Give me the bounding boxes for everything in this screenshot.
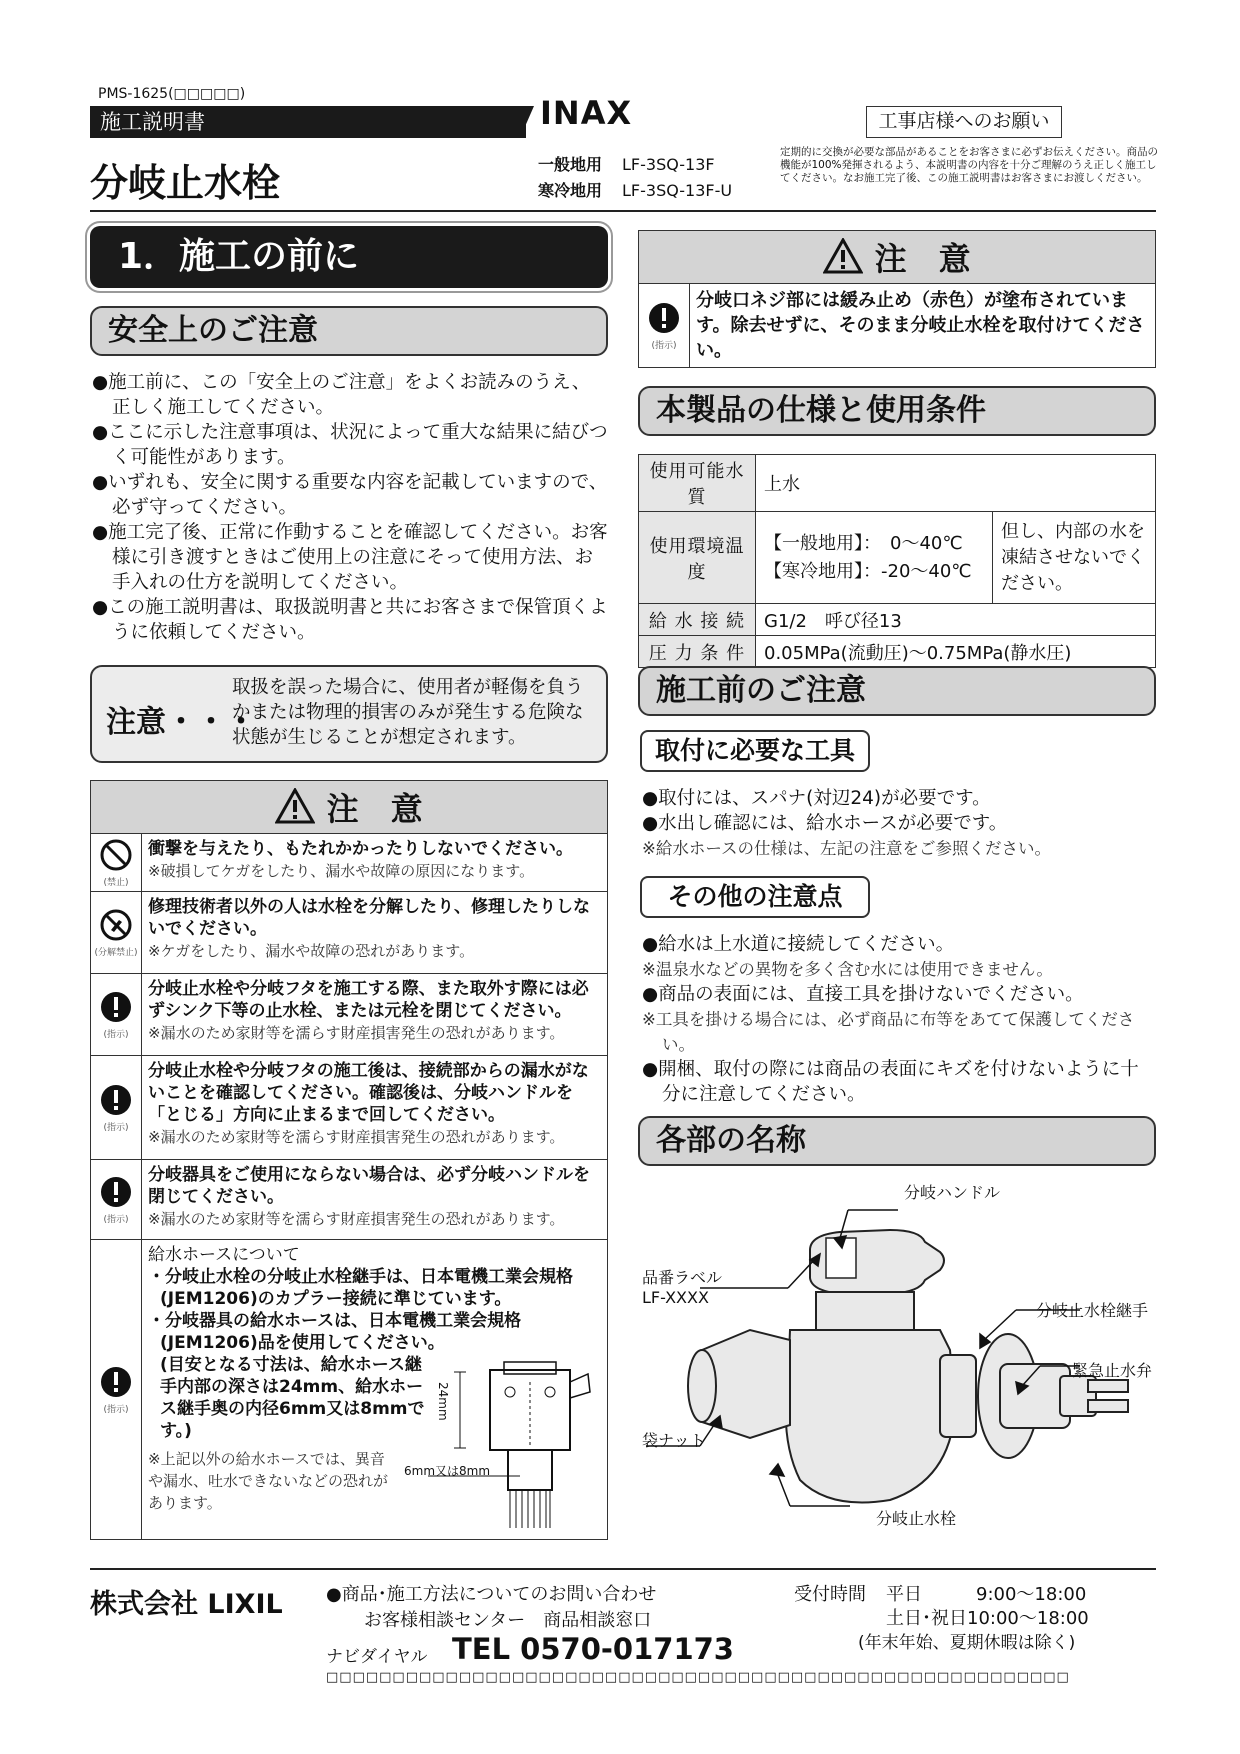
prohibit-icon: (禁止)	[91, 834, 142, 892]
footer-divider	[90, 1568, 1156, 1570]
safety-bullets	[92, 370, 608, 645]
list-item: ●ここに示した注意事項は、状況によって重大な結果に結びつく可能性があります。	[92, 422, 608, 468]
spec-title: 本製品の仕様と使用条件	[638, 386, 1156, 436]
page-title: 分岐止水栓	[90, 161, 281, 205]
label-part-number: 品番ラベル LF-XXXX	[642, 1268, 723, 1307]
section-1-title: 1．施工の前に	[90, 226, 608, 288]
hose-note: ※上記以外の給水ホースでは、異音や漏水、吐水できないなどの恐れがあります。	[148, 1450, 389, 1512]
no-disassembly-icon: (分解禁止)	[91, 892, 142, 974]
list-item: ●開梱、取付の際には商品の表面にキズを付けないように十分に注意してください。	[642, 1059, 1139, 1105]
tools-list	[642, 786, 1156, 861]
warning-triangle-icon	[275, 788, 315, 824]
list-item: ●取付には、スパナ(対辺24)が必要です。	[642, 788, 991, 809]
label-joint: 分岐止水栓継手	[1036, 1301, 1149, 1320]
label-handle: 分岐ハンドル	[904, 1183, 1001, 1202]
navi-dial-label: ナビダイヤル	[326, 1647, 428, 1667]
table-row-hose: (指示) 給水ホースについて ・分岐止水栓の分岐止水栓継手は、日本電機工業会規格(JEM1206)のカプラー接続に準じています。 ・分岐器具の給水ホースは、日本電機工業会規格(JEM1206)品を使用してください。 (目安となる寸法は、給水ホース継手内部の深さは24mm、給水ホース継手奥の内径6mm又は8mmです。) ※上記以外の給水ホースでは、異音や漏水、吐水できないなどの恐れがあります。 24mm 6mm又は8mm	[91, 1240, 608, 1540]
caution-table-header: 注 意	[91, 781, 608, 834]
contractor-request-text: 定期的に交換が必要な部品があることをお客さまに必ずお伝えください。商品の機能が100%発揮されるよう、本説明書の内容を十分ご理解のうえ正しく施工してください。なお施工完了後、この施工説明書はお客さまにお渡しください。	[780, 146, 1158, 184]
list-item: ●給水は上水道に接続してください。	[642, 934, 955, 955]
pre-install-title: 施工前のご注意	[638, 666, 1156, 716]
list-item: ●いずれも、安全に関する重要な内容を記載していますので、必ず守ってください。	[92, 472, 608, 518]
table-row: 使用可能水質 上水	[639, 455, 1156, 512]
table-row: 使用環境温度 【一般地用】： 0〜40℃ 【寒冷地用】：-20〜40℃ 但し、内部の水を凍結させないでください。	[639, 512, 1156, 604]
instruction-icon: (指示)	[91, 1160, 142, 1240]
banner-notch	[520, 106, 534, 138]
header-divider	[90, 210, 1156, 212]
caution-table	[90, 780, 608, 1540]
other-notes-title: その他の注意点	[640, 876, 870, 918]
instruction-icon: (指示)	[639, 284, 690, 368]
table-row: (指示) 分岐器具をご使用にならない場合は、必ず分岐ハンドルを閉じてください。 ※漏水のため家財等を濡らす財産損害発生の恐れがあります。	[91, 1160, 608, 1240]
inquiry-heading: ●商品･施工方法についてのお問い合わせ	[326, 1584, 657, 1605]
parts-title: 各部の名称	[638, 1116, 1156, 1166]
doc-type-banner: 施工説明書	[90, 106, 526, 138]
table-row: (分解禁止) 修理技術者以外の人は水栓を分解したり、修理したりしないでください。 ※ケガをしたり、漏水や故障の恐れがあります。	[91, 892, 608, 974]
document-code: PMS-1625(□□□□□)	[98, 86, 246, 102]
model-row: 一般地用 LF-3SQ-13F	[538, 155, 715, 174]
company-name: 株式会社 LIXIL	[90, 1589, 283, 1620]
dimension-depth: 24mm	[436, 1382, 450, 1421]
caution-definition-box	[90, 665, 608, 763]
instruction-icon: (指示)	[91, 1240, 142, 1540]
hours-weekend: 土日･祝日10:00〜18:00	[886, 1608, 1089, 1629]
list-item: ●商品の表面には、直接工具を掛けないでください。	[642, 984, 1084, 1005]
consult-center: お客様相談センター 商品相談窓口	[364, 1610, 652, 1631]
table-row	[639, 284, 1156, 368]
right-caution-table	[638, 230, 1156, 368]
dimension-inner: 6mm又は8mm	[404, 1464, 491, 1478]
table-row: (指示) 分岐止水栓や分岐フタの施工後は、接続部からの漏水がないことを確認してください。確認後は、分岐ハンドルを「とじる」方向に止まるまで回してください。 ※漏水のため家財等を濡らす財産損害発生の恐れがあります。	[91, 1056, 608, 1160]
model-row: 寒冷地用 LF-3SQ-13F-U	[538, 181, 733, 200]
hose-heading: 給水ホースについて	[148, 1245, 300, 1265]
tools-title: 取付に必要な工具	[640, 730, 870, 772]
model-list	[538, 152, 732, 204]
label-emergency-valve: 緊急止水弁	[1072, 1361, 1153, 1380]
caution-table-header: 注 意	[639, 231, 1156, 284]
bottom-code: □□□□□□□□□□□□□□□□□□□□□□□□□□□□□□□□□□□□□□□□□□□□□□□□□□□□□□□□	[326, 1670, 1070, 1685]
list-note: ※温泉水などの異物を多く含む水には使用できません。	[642, 960, 1053, 979]
threadlock-caution-text: 分岐口ネジ部には緩み止め（赤色）が塗布されています。除去せずに、そのまま分岐止水栓を取付けてください。	[690, 284, 1156, 368]
instruction-icon: (指示)	[91, 1056, 142, 1160]
warning-triangle-icon	[823, 238, 863, 274]
contractor-request-box: 工事店様へのお願い	[866, 106, 1062, 138]
safety-title: 安全上のご注意	[90, 306, 608, 356]
list-note: ※工具を掛ける場合には、必ず商品に布等をあてて保護してください。	[642, 1010, 1135, 1054]
label-valve-body: 分岐止水栓	[876, 1509, 957, 1528]
list-item: ●水出し確認には、給水ホースが必要です。	[642, 813, 1008, 834]
table-row: (指示) 分岐止水栓や分岐フタを施工する際、また取外す際には必ずシンク下等の止水栓、または元栓を閉じてください。 ※漏水のため家財等を濡らす財産損害発生の恐れがあります。	[91, 974, 608, 1056]
table-row: (禁止) 衝撃を与えたり、もたれかかったりしないでください。 ※破損してケガをしたり、漏水や故障の原因になります。	[91, 834, 608, 892]
caution-word: 注意・・・	[106, 705, 256, 740]
spec-table	[638, 454, 1156, 668]
table-row: 圧 力 条 件 0.05MPa(流動圧)〜0.75MPa(静水圧)	[639, 636, 1156, 668]
hours-weekday: 平日 9:00〜18:00	[886, 1584, 1087, 1605]
phone-number: TEL 0570-017173	[452, 1632, 734, 1666]
other-notes-list	[642, 932, 1156, 1107]
instruction-icon: (指示)	[91, 974, 142, 1056]
list-item: ●この施工説明書は、取扱説明書と共にお客さまで保管頂くように依頼してください。	[92, 597, 608, 643]
list-item: ●施工完了後、正常に作動することを確認してください。お客様に引き渡すときはご使用上の注意にそって使用方法、お手入れの仕方を説明してください。	[92, 522, 608, 593]
list-note: ※給水ホースの仕様は、左記の注意をご参照ください。	[642, 839, 1052, 858]
label-cap-nut: 袋ナット	[642, 1431, 706, 1450]
hose-coupler-drawing	[420, 1352, 600, 1536]
table-row: 給 水 接 続 G1/2 呼び径13	[639, 604, 1156, 636]
hours-label: 受付時間	[794, 1584, 866, 1605]
holiday-note: (年末年始、夏期休暇は除く)	[858, 1633, 1076, 1653]
list-item: ●施工前に、この「安全上のご注意」をよくお読みのうえ、正しく施工してください。	[92, 372, 591, 418]
brand-logo: INAX	[540, 94, 633, 132]
caution-definition-text: 取扱を誤った場合に、使用者が軽傷を負うかまたは物理的損害のみが発生する危険な状態が生じることが想定されます。	[232, 677, 584, 748]
